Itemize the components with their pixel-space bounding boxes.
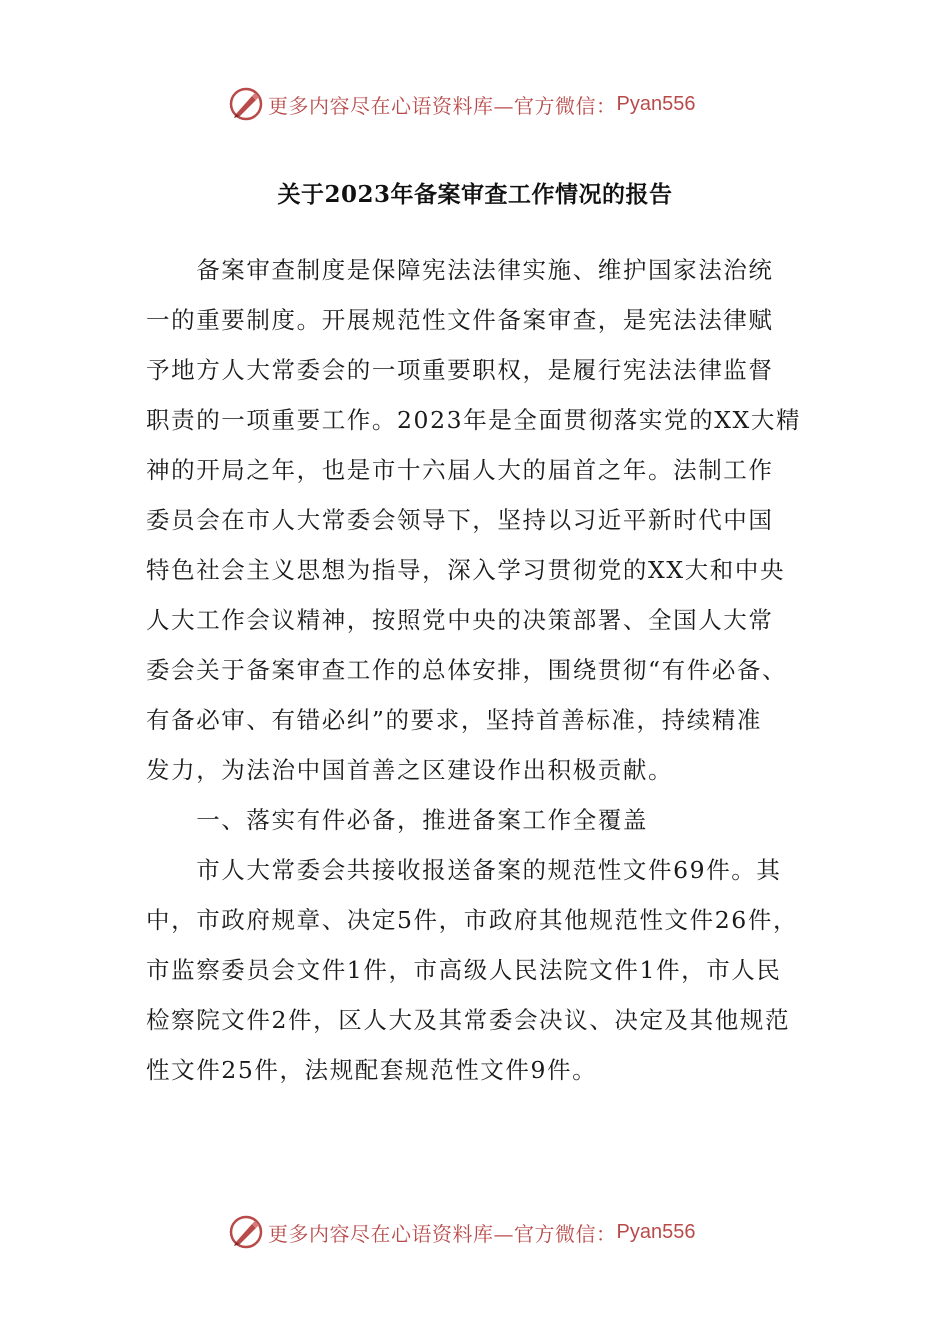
watermark-text: 更多内容尽在心语资料库—官方微信： xyxy=(268,93,617,118)
body-line: 有备必审、有错必纠”的要求，坚持首善标准，持续精准 xyxy=(146,706,763,734)
section-heading: 一、落实有件必备，推进备案工作全覆盖 xyxy=(146,806,648,834)
pen-logo-icon xyxy=(228,86,264,122)
body-line: 委员会在市人大常委会领导下，坚持以习近平新时代中国 xyxy=(146,506,774,534)
body-line: 备案审查制度是保障宪法法律实施、维护国家法治统 xyxy=(146,256,774,284)
body-line: 检察院文件2件，区人大及其常委会决议、决定及其他规范 xyxy=(146,1006,791,1034)
body-line: 职责的一项重要工作。2023年是全面贯彻落实党的XX大精 xyxy=(146,406,802,434)
body-line: 人大工作会议精神，按照党中央的决策部署、全国人大常 xyxy=(146,606,774,634)
watermark-wechat-id: Pyan556 xyxy=(616,92,696,115)
watermark-footer xyxy=(228,1212,695,1252)
body-line: 神的开局之年，也是市十六届人大的届首之年。法制工作 xyxy=(146,456,774,484)
watermark-header xyxy=(228,84,695,124)
body-line: 予地方人大常委会的一项重要职权，是履行宪法法律监督 xyxy=(146,356,774,384)
body-line: 委会关于备案审查工作的总体安排，围绕贯彻“有件必备、 xyxy=(146,656,788,684)
watermark-wechat-id: Pyan556 xyxy=(616,1220,696,1243)
pen-logo-icon xyxy=(228,1214,264,1250)
body-line: 特色社会主义思想为指导，深入学习贯彻党的XX大和中央 xyxy=(146,556,786,584)
watermark-text: 更多内容尽在心语资料库—官方微信： xyxy=(268,1221,617,1246)
body-line: 性文件25件，法规配套规范性文件9件。 xyxy=(146,1056,598,1084)
body-line: 市监察委员会文件1件，市高级人民法院文件1件，市人民 xyxy=(146,956,782,984)
body-line: 发力，为法治中国首善之区建设作出积极贡献。 xyxy=(146,756,674,784)
body-line: 中，市政府规章、决定5件，市政府其他规范性文件26件， xyxy=(146,906,799,934)
document-title: 关于2023年备案审查工作情况的报告 xyxy=(277,181,673,208)
body-line: 一的重要制度。开展规范性文件备案审查，是宪法法律赋 xyxy=(146,306,774,334)
body-line: 市人大常委会共接收报送备案的规范性文件69件。其 xyxy=(146,856,782,884)
